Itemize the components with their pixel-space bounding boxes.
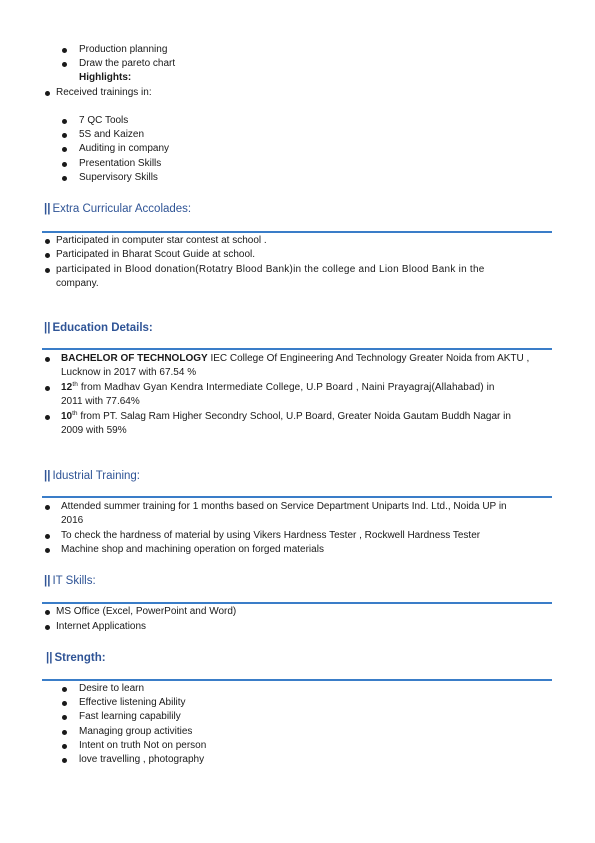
- bullet-dot: [62, 48, 67, 53]
- trainings-label: Received trainings in:: [56, 87, 152, 98]
- bullet-dot: [62, 701, 67, 706]
- bullet-dot: [62, 176, 67, 181]
- bullet-dot: [45, 505, 50, 510]
- section-title: Extra Curricular Accolades:: [52, 203, 192, 215]
- education-item: [61, 352, 529, 366]
- list-item: 5S and Kaizen: [79, 129, 145, 140]
- bullet-dot: [62, 715, 67, 720]
- section-title: Strength:: [54, 652, 106, 664]
- section-divider: [42, 496, 552, 498]
- section-divider: [42, 679, 552, 681]
- list-item: Supervisory Skills: [79, 172, 158, 183]
- section-heading-extra: [44, 202, 191, 216]
- section-heading-education: [44, 321, 153, 335]
- class-number: 10: [61, 411, 73, 422]
- section-title: Idustrial Training:: [52, 470, 141, 482]
- list-item: Participated in computer star contest at school .: [56, 235, 267, 246]
- list-item: Effective listening Ability: [79, 697, 186, 708]
- list-item: love travelling , photography: [79, 754, 205, 765]
- highlights-label: Highlights:: [79, 72, 132, 83]
- heading-bar: ||: [44, 575, 51, 587]
- bullet-dot: [45, 625, 50, 630]
- bullet-dot: [62, 744, 67, 749]
- education-item-continued: 2009 with 59%: [61, 425, 127, 436]
- list-item: Desire to learn: [79, 683, 145, 694]
- section-divider: [42, 348, 552, 350]
- bullet-dot: [62, 119, 67, 124]
- section-title: Education Details:: [52, 322, 153, 334]
- bullet-dot: [45, 91, 50, 96]
- heading-bar: ||: [46, 652, 53, 664]
- list-item: MS Office (Excel, PowerPoint and Word): [56, 606, 237, 617]
- bullet-dot: [45, 239, 50, 244]
- list-item: To check the hardness of material by using Vikers Hardness Tester , Rockwell Hardness Tester: [61, 530, 481, 541]
- list-item: Intent on truth Not on person: [79, 740, 207, 751]
- list-item: 7 QC Tools: [79, 115, 129, 126]
- section-divider: [42, 231, 552, 233]
- list-item: Attended summer training for 1 months based on Service Department Uniparts Ind. Ltd., Noida UP in: [61, 501, 507, 512]
- section-heading-strength: [46, 651, 106, 665]
- bullet-dot: [62, 162, 67, 167]
- bullet-dot: [62, 730, 67, 735]
- ordinal-suffix: th: [72, 381, 78, 388]
- school-details: from PT. Salag Ram Higher Secondry School, U.P Board, Greater Noida Gautam Buddh Nagar in: [77, 411, 511, 422]
- section-heading-it: [44, 574, 96, 588]
- heading-bar: ||: [44, 470, 51, 482]
- education-item-continued: 2011 with 77.64%: [61, 396, 140, 407]
- degree-name: BACHELOR OF TECHNOLOGY: [61, 353, 208, 364]
- education-item: [61, 410, 511, 424]
- list-item-continued: 2016: [61, 515, 84, 526]
- bullet-dot: [62, 758, 67, 763]
- bullet-dot: [62, 133, 67, 138]
- bullet-dot: [45, 548, 50, 553]
- list-item: Fast learning capabilily: [79, 711, 181, 722]
- bullet-dot: [45, 610, 50, 615]
- ordinal-suffix: th: [72, 410, 78, 417]
- bullet-dot: [45, 357, 50, 362]
- list-item-continued: company.: [56, 278, 99, 289]
- class-number: 12: [61, 382, 73, 393]
- bullet-dot: [62, 687, 67, 692]
- school-details: from Madhav Gyan Kendra Intermediate College, U.P Board , Naini Prayagraj(Allahabad) in: [77, 382, 495, 393]
- bullet-dot: [45, 534, 50, 539]
- list-item: Auditing in company: [79, 143, 170, 154]
- bullet-dot: [45, 415, 50, 420]
- list-item: participated in Blood donation(Rotatry Blood Bank)in the college and Lion Blood Bank in the: [56, 264, 485, 275]
- bullet-dot: [45, 253, 50, 258]
- degree-details: IEC College Of Engineering And Technology Greater Noida from AKTU ,: [207, 353, 530, 364]
- section-divider: [42, 602, 552, 604]
- list-item: Presentation Skills: [79, 158, 162, 169]
- list-item: Internet Applications: [56, 621, 147, 632]
- list-item: Draw the pareto chart: [79, 58, 176, 69]
- education-item-continued: Lucknow in 2017 with 67.54 %: [61, 367, 197, 378]
- list-item: Machine shop and machining operation on forged materials: [61, 544, 324, 555]
- list-item: Managing group activities: [79, 726, 193, 737]
- bullet-dot: [62, 147, 67, 152]
- bullet-dot: [45, 386, 50, 391]
- education-item: [61, 381, 495, 395]
- bullet-dot: [62, 62, 67, 67]
- heading-bar: ||: [44, 203, 51, 215]
- bullet-dot: [45, 268, 50, 273]
- section-heading-industrial: [44, 469, 140, 483]
- section-title: IT Skills:: [52, 575, 96, 587]
- heading-bar: ||: [44, 322, 51, 334]
- list-item: Production planning: [79, 44, 168, 55]
- list-item: Participated in Bharat Scout Guide at school.: [56, 249, 256, 260]
